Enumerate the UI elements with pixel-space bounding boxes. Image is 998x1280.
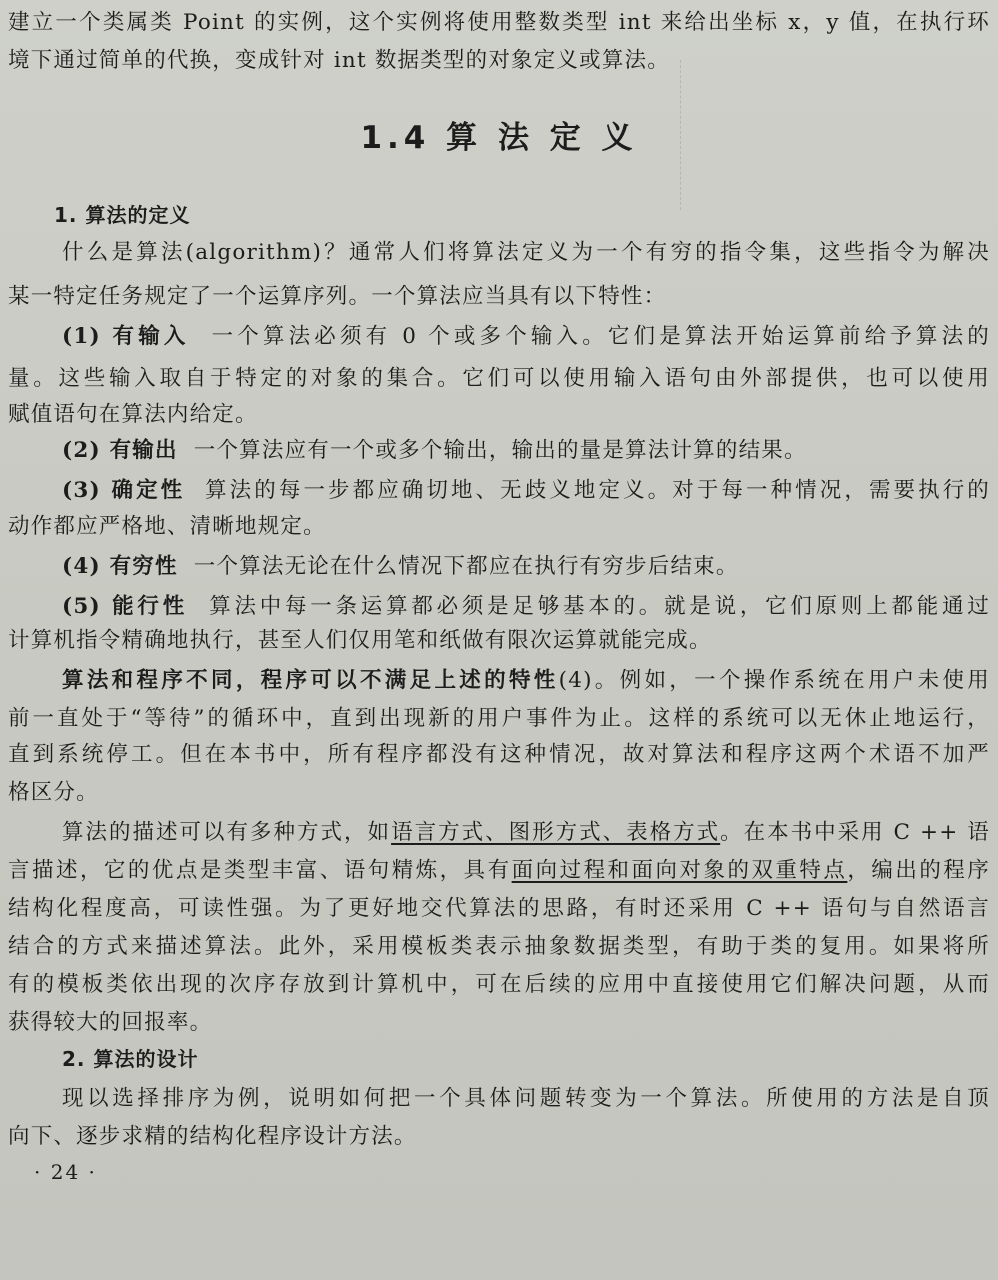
description-line-4: 结合的方式来描述算法。此外，采用模板类表示抽象数据类型，有助于类的复用。如果将所: [8, 934, 990, 959]
intro-line-2: 境下通过简单的代换，变成针对 int 数据类型的对象定义或算法。: [8, 48, 670, 73]
property-definiteness-text: 算法的每一步都应确切地、无歧义地定义。对于每一种情况，需要执行的: [205, 478, 990, 503]
property-input-line-3: 赋值语句在算法内给定。: [8, 402, 258, 427]
property-input-text: 一个算法必须有 0 个或多个输入。它们是算法开始运算前给予算法的: [211, 324, 990, 349]
description-text-before: 算法的描述可以有多种方式，如: [62, 820, 392, 845]
program-bold-statement: 算法和程序不同，程序可以不满足上述的特性: [62, 668, 559, 693]
property-finiteness-line-1: [62, 552, 990, 582]
property-output-text: 一个算法应有一个或多个输出，输出的量是算法计算的结果。: [193, 438, 807, 463]
intro-line-1: 建立一个类属类 Point 的实例，这个实例将使用整数类型 int 来给出坐标 x，y 值，在执行环: [8, 10, 990, 35]
description-line-1: [62, 818, 990, 848]
property-effectiveness-label: (5) 能行性: [62, 594, 188, 619]
property-finiteness-label: (4) 有穷性: [62, 554, 178, 579]
property-input-line-1: [62, 322, 990, 352]
program-line-1: [62, 666, 990, 696]
property-effectiveness-line-2: 计算机指令精确地执行，甚至人们仅用笔和纸做有限次运算就能完成。: [8, 628, 712, 653]
program-statement-rest: (4)。例如，一个操作系统在用户未使用: [558, 668, 990, 693]
description-features-after: ，编出的程序: [847, 858, 990, 883]
design-line-2: 向下、逐步求精的结构化程序设计方法。: [8, 1124, 417, 1149]
description-line-6: 获得较大的回报率。: [8, 1010, 213, 1035]
description-line-3: 结构化程度高，可读性强。为了更好地交代算法的思路，有时还采用 C ++ 语句与自然语言: [8, 896, 990, 921]
property-effectiveness-line-1: [62, 592, 990, 622]
property-definiteness-line-1: [62, 476, 990, 506]
page-number: · 24 ·: [34, 1160, 97, 1184]
description-features-before: 言描述，它的优点是类型丰富、语句精炼，具有: [8, 858, 512, 883]
property-effectiveness-text: 算法中每一条运算都必须是足够基本的。就是说，它们原则上都能通过: [209, 594, 990, 619]
property-input-label: (1) 有输入: [62, 324, 190, 349]
heading-algorithm-definition: 1. 算法的定义: [54, 203, 191, 227]
description-underlined-methods: 语言方式、图形方式、表格方式: [391, 820, 721, 845]
property-finiteness-text: 一个算法无论在什么情况下都应在执行有穷步后结束。: [193, 554, 739, 579]
program-line-4: 格区分。: [8, 780, 99, 805]
description-text-after: 。在本书中采用 C ++ 语: [720, 820, 990, 845]
definition-line-2: 某一特定任务规定了一个运算序列。一个算法应当具有以下特性：: [8, 284, 667, 309]
definition-line-1: 什么是算法(algorithm)？通常人们将算法定义为一个有穷的指令集，这些指令为解决: [62, 240, 990, 265]
heading-algorithm-design: 2. 算法的设计: [62, 1047, 199, 1071]
program-line-3: 直到系统停工。但在本书中，所有程序都没有这种情况，故对算法和程序这两个术语不加严: [8, 742, 990, 767]
property-input-line-2: 量。这些输入取自于特定的对象的集合。它们可以使用输入语句由外部提供，也可以使用: [8, 366, 990, 391]
description-line-5: 有的模板类依出现的次序存放到计算机中，可在后续的应用中直接使用它们解决问题，从而: [8, 972, 990, 997]
description-line-2: [8, 856, 990, 886]
program-line-2: 前一直处于“等待”的循环中，直到出现新的用户事件为止。这样的系统可以无休止地运行，: [8, 706, 990, 731]
section-title: 1.4 算 法 定 义: [360, 120, 638, 156]
property-definiteness-label: (3) 确定性: [62, 478, 186, 503]
property-output-line-1: [62, 436, 990, 466]
description-underlined-features: 面向过程和面向对象的双重特点: [511, 858, 848, 883]
property-output-label: (2) 有输出: [62, 438, 178, 463]
design-line-1: 现以选择排序为例，说明如何把一个具体问题转变为一个算法。所使用的方法是自顶: [62, 1086, 990, 1111]
property-definiteness-line-2: 动作都应严格地、清晰地规定。: [8, 514, 326, 539]
